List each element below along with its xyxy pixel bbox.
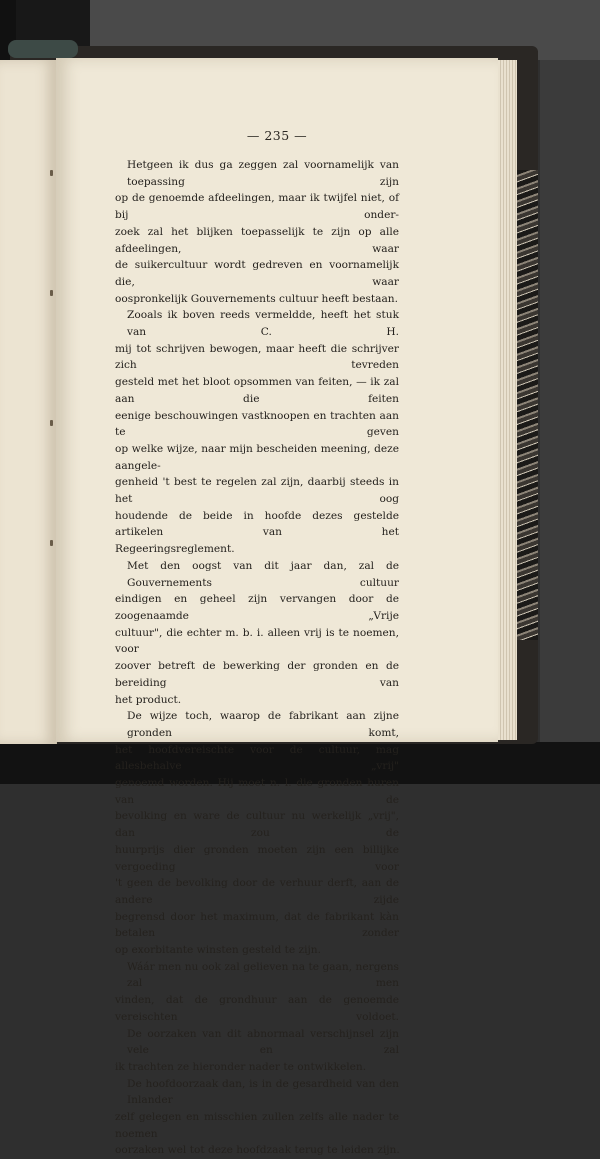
text-line: begrensd door het maximum, dat de fabrikant kàn betalen zonder [115,910,399,940]
text-line: de suikercultuur wordt gedreven en voornamelijk die, waar [115,259,399,288]
text-line: op exorbitante winsten gesteld te zijn. [115,944,321,957]
page-number: — 235 — [246,128,308,143]
text-line: eenige beschouwingen vastknoopen en trachten aan te geven [115,409,399,439]
scan-background-right [540,60,600,760]
text-line: oorzaken wel tot deze hoofdzaak terug te leiden zijn. [115,1144,400,1157]
right-page [56,58,498,1157]
binding-mark [50,420,53,426]
text-line: houdende de beide in hoofde dezes gestelde artikelen van het [115,509,399,539]
binding-mark [50,540,53,546]
text-line: het hoofdvereischte voor de cultuur, mag allesbehalve „vrij" [115,743,399,773]
body-text [115,157,399,1159]
text-line: Met den oogst van dit jaar dan, zal de Gouvernements cultuur [127,559,399,589]
book-clasp [8,40,78,58]
text-line: Zooals ik boven reeds vermeldde, heeft het stuk van C. H. [127,309,399,339]
text-line: op welke wijze, naar mijn bescheiden meening, deze aangele- [115,442,399,472]
text-line: De wijze toch, waarop de fabrikant aan zijne gronden komt, [127,710,399,739]
text-line: Regeeringsreglement. [115,543,235,556]
marbled-edge [516,170,538,640]
text-line: zoek zal het blijken toepasselijk te zijn op alle afdeelingen, waar [115,225,399,255]
text-line: ik trachten ze hieronder nader te ontwikkelen. [115,1060,367,1073]
text-line: Hetgeen ik dus ga zeggen zal voornamelijk van toepassing zijn [127,159,399,188]
text-line: het product. [115,693,182,706]
text-line: cultuur", die echter m. b. i. alleen vrij is te noemen, voor [115,626,399,656]
text-line: oospronkelijk Gouvernements cultuur heeft bestaan. [115,292,399,305]
text-line: De hoofdoorzaak dan, is in de gesardheid van den Inlander [127,1077,399,1107]
text-line: 't geen de bevolking door de verhuur derft, aan de andere zijde [115,877,399,906]
text-line: mij tot schrijven bewogen, maar heeft die schrijver zich tevreden [115,342,399,372]
left-page [0,60,57,744]
text-line: vinden, dat de grondhuur aan de genoemde vereischten voldoet. [115,994,399,1023]
text-line: Wáár men nu ook zal gelieven na te gaan, nergens zal men [127,960,399,990]
text-line: bevolking en ware de cultuur nu werkelijk „vrij", dan zou de [115,810,399,840]
binding-mark [50,170,53,176]
text-line: De oorzaken van dit abnormaal verschijnsel zijn vele en zal [127,1027,399,1057]
text-line: genoemd worden. Hij moet n. l. die gronden huren van de [115,777,399,806]
text-line: huurprijs dier gronden moeten zijn een billijke vergoeding voor [115,843,399,873]
text-line: gesteld met het bloot opsommen van feiten, — ik zal aan die feiten [115,376,399,405]
text-line: zelf gelegen en misschien zullen zelfs alle nader te noemen [115,1111,399,1140]
page-edges [495,60,517,740]
text-line: genheid 't best te regelen zal zijn, daarbij steeds in het oog [115,476,399,506]
text-line: op de genoemde afdeelingen, maar ik twijfel niet, of bij onder- [115,192,399,222]
text-line: zoover betreft de bewerking der gronden en de bereiding van [115,660,399,689]
binding-mark [50,290,53,296]
text-line: eindigen en geheel zijn vervangen door de zoogenaamde „Vrije [115,593,399,622]
